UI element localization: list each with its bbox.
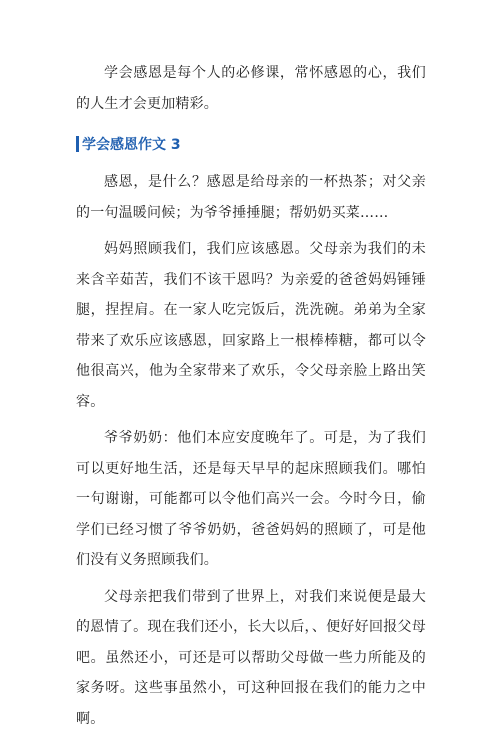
heading-marker-bar <box>76 136 79 152</box>
section-heading-text: 学会感恩作文 3 <box>82 134 181 154</box>
document-body <box>76 58 426 734</box>
paragraph-1: 感恩，是什么？感恩是给母亲的一杯热茶；对父亲的一句温暖问候；为爷爷捶捶腿；帮奶奶买菜…… <box>76 167 426 228</box>
section-heading <box>76 127 426 161</box>
paragraph-2: 妈妈照顾我们，我们应该感恩。父母亲为我们的未来含辛茹苦，我们不该干恩吗？为亲爱的爸爸妈妈锤锤腿，捏捏肩。在一家人吃完饭后，洗洗碗。弟弟为全家带来了欢乐应该感恩，回家路上一根棒棒糖，都可以令他很高兴，他为全家带来了欢乐，令父母亲脸上路出笑容。 <box>76 234 426 417</box>
intro-paragraph: 学会感恩是每个人的必修课，常怀感恩的心，我们的人生才会更加精彩。 <box>76 58 426 119</box>
paragraph-3: 爷爷奶奶：他们本应安度晚年了。可是，为了我们可以更好地生活，还是每天早早的起床照顾我们。哪怕一句谢谢，可能都可以令他们高兴一会。今时今日，偷学们已经习惯了爷爷奶奶，爸爸妈妈的照顾了，可是他们没有义务照顾我们。 <box>76 423 426 576</box>
paragraph-4: 父母亲把我们带到了世界上，对我们来说便是最大的恩情了。现在我们还小，长大以后，、便好好回报父母吧。虽然还小，可还是可以帮助父母做一些力所能及的家务呀。这些事虽然小，可这种回报在我们的能力之中啊。 <box>76 582 426 734</box>
